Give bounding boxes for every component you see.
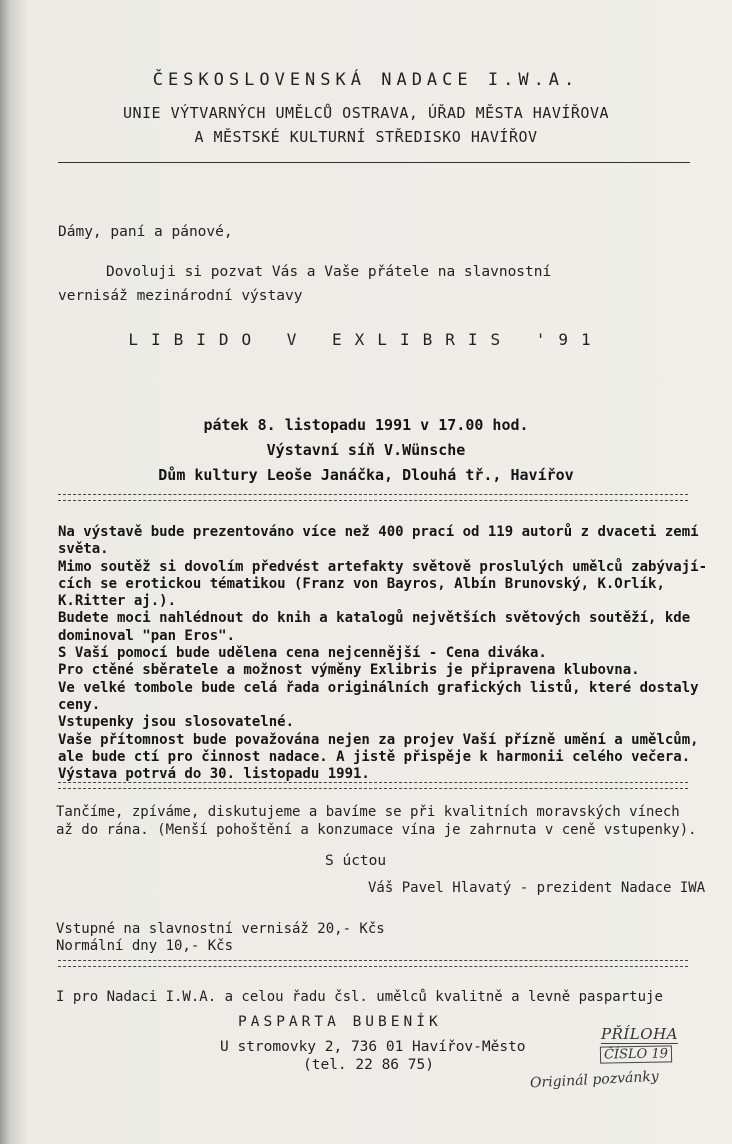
invite-line-1: Dovoluji si pozvat Vás a Vaše přátele na slavnostní [106,264,552,280]
double-divider [58,494,688,501]
body-line: dominoval "pan Eros". [58,627,236,644]
body-line: Na výstavě bude prezentováno více než 400 prací od 119 autorů z dvaceti zemí [58,524,699,540]
handwritten-priloha: PŘÍLOHA [601,1025,678,1043]
body-line: Ve velké tombole bude celá řada originálních grafických listů, které dostaly [58,679,699,696]
header-title: ČESKOSLOVENSKÁ NADACE I.W.A. [152,70,580,90]
footer-line: I pro Nadaci I.W.A. a celou řadu čsl. umělců kvalitně a levně paspartuje [56,989,663,1005]
body-line: K.Ritter aj.). [58,593,177,610]
handwritten-note: Originál pozvánky [529,1068,660,1092]
salutation: Dámy, paní a pánové, [58,224,233,240]
footer-address: U stromovky 2, 736 01 Havířov-Město [220,1039,526,1055]
handwritten-cislo: ČÍSLO 19 [600,1045,672,1063]
party-line-2: až do rána. (Menší pohoštění a konzumace vína je zahrnuta v ceně vstupenky). [56,822,697,838]
header-subtitle-1: UNIE VÝTVARNÝCH UMĚLCŮ OSTRAVA, ÚŘAD MĚSTA HAVÍŘOVA [122,104,610,122]
body-line: Vaše přítomnost bude považována nejen za projev Vaší přízně umění a umělcům, [58,731,699,748]
body-line: Mimo soutěž si dovolím předvést artefakty světově proslulých umělců zabývají- [58,558,708,575]
invite-line-2: vernisáž mezinárodní výstavy [58,288,303,304]
double-divider [58,960,688,967]
signature: Váš Pavel Hlavatý - prezident Nadace IWA [368,880,706,896]
event-venue: Výstavní síň V.Wünsche [266,441,466,459]
closing: S úctou [325,853,387,869]
body-line: ale bude ctí pro činnost nadace. A jistě přispěje k harmonii celého večera. [58,748,691,765]
body-line: ceny. [58,696,101,713]
body-line: světa. [58,541,109,558]
body-line: S Vaší pomocí bude udělena cena nejcennější - Cena diváka. [58,645,547,662]
body-line: Vstupenky jsou slosovatelné. [58,714,295,731]
party-line-1: Tančíme, zpíváme, diskutujeme a bavíme se při kvalitních moravských vínech [56,804,680,820]
exhibition-title: LIBIDO V EXLIBRIS '91 [128,330,604,349]
body-line: Pro ctěné sběratele a možnost výměny Exlibris je připravena klubovna. [58,662,640,679]
event-date: pátek 8. listopadu 1991 v 17.00 hod. [203,416,529,434]
price-vernissage: Vstupné na slavnostní vernisáž 20,- Kčs [56,921,385,937]
body-line: cích se erotickou tématikou (Franz von Bayros, Albín Brunovský, K.Orlík, [58,575,665,592]
double-divider [58,782,688,789]
body-line: Budete moci nahlédnout do knih a katalogů největších světových soutěží, kde [58,610,691,627]
body-line: Výstava potrvá do 30. listopadu 1991. [58,766,370,783]
footer-company: PASPARTA BUBENÍK [238,1014,442,1030]
price-normal: Normální dny 10,- Kčs [56,938,234,954]
footer-phone: (tel. 22 86 75) [303,1057,434,1073]
header-subtitle-2: A MĚSTSKÉ KULTURNÍ STŘEDISKO HAVÍŘOV [194,128,538,146]
event-address: Dům kultury Leoše Janáčka, Dlouhá tř., Havířov [158,466,574,484]
invitation-body [58,524,708,783]
header-divider [58,162,690,163]
